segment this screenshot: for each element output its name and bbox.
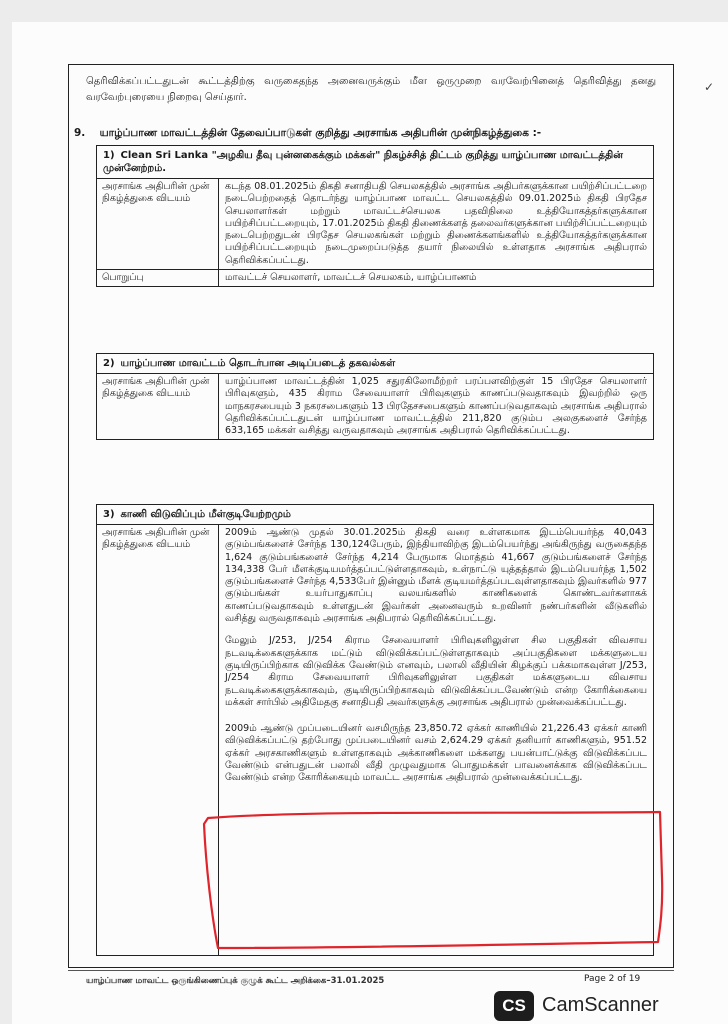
- footer-divider: [68, 970, 674, 971]
- section-number: 9.: [74, 127, 86, 139]
- intro-paragraph: தெரிவிக்கப்பட்டதுடன் கூட்டத்திற்கு வருகைதந்த அனைவருக்கும் மீள ஒருமுறை வரவேற்பினைத் தெரிவித்து தனது வரவேற்புரையை நிறைவு செய்தார்.: [86, 76, 656, 103]
- box-title: [97, 146, 653, 179]
- row-label: பொறுப்பு: [97, 270, 219, 286]
- section-heading: [74, 127, 674, 140]
- row-value: மாவட்டச் செயலாளர், மாவட்டச் செயலகம், யாழ்ப்பாணம்: [225, 272, 477, 284]
- red-annotation-outline: [200, 808, 666, 952]
- row-value: யாழ்ப்பாண மாவட்டத்தின் 1,025 சதுரகிலோமீற்றர் பரப்பளவிற்குள் 15 பிரதேச செயலாளர் பிரிவுகளும், 435 கிராம சேவையாளர் பிரிவுகளும் காணப்படுவதாகவும் இவற்றில் ஒரு மாநகரசபையும் 3 நகரசபைகளும் 13 பிரதேசசபைகளும் காணப்படுவதாகவும் அரசாங்க அதிபரால் தெரிவிக்கப்பட்டதுடன் யாழ்ப்பாண மாவட்டத்தில் 211,820 குடும்ப அலகுகளைச் சேர்ந்த 633,165 மக்கள் வசித்து வருவதாகவும் அரசாங்க அதிபரால் தெரிவிக்கப்பட்டது.: [225, 376, 647, 437]
- paragraph-resettlement: 2009ம் ஆண்டு முதல் 30.01.2025ம் திகதி வரை உள்ளகமாக இடம்பெயர்ந்த 40,043 குடும்பங்களைச் சேர்ந்த 130,124பேரும், இந்தியாவிற்கு இடம்பெயர்ந்து அங்கிருந்து வருகைதந்த 1,624 குடும்பங்களைச் சேர்ந்த 4,214 பேருமாக மொத்தம் 41,667 குடும்பங்களைச் சேர்ந்த 134,338 பேர் மீளக்குடியமர்த்தப்பட்டுள்ளதாகவும், உள்நாட்டு யுத்தத்தால் இடம்பெயர்ந்த 1,502 குடும்பங்களைச் சேர்ந்த 4,533பேர் இன்னும் மீளக் குடியமர்த்தப்படவுள்ளதாகவும் இவர்களில் 977 குடும்பங்கள் உயர்பாதுகாப்பு வலயங்களில் காணிகளைக் கொண்டவர்களாகக் காணப்படுவதாகவும் உள்ளதுடன் இவர்கள் அனைவரும் உறவினர் நண்பர்களின் வீடுகளில் வசித்து வருவதாகவும் அரசாங்க அதிபரால் தெரிவிக்கப்பட்டது.: [225, 527, 647, 625]
- box-title-text: Clean Sri Lanka "அழகிய தீவு புன்னகைக்கும் மக்கள்" நிகழ்ச்சித் திட்டம் குறித்து யாழ்ப்பாண மாவட்டத்தின் முன்னேற்றம்.: [103, 150, 623, 174]
- paragraph-j253-j254: மேலும் J/253, J/254 கிராம சேவையாளர் பிரிவுகளிலுள்ள சில பகுதிகள் விவசாய நடவடிக்கைகளுக்காக மட்டும் விடுவிக்கப்பட்டுள்ளதாகவும் அப்பகுதிகளை மக்களுடைய குடியிருப்பிற்காக விடுவிக்க வேண்டும் எனவும், பலாலி வீதியின் கிழக்குப் பக்கமாகவுள்ள J/253, J/254 கிராம சேவையாளர் பிரிவுகளிலுள்ள பகுதிகள் மக்களுடைய விவசாய நடவடிக்கைகளுக்காகவும், குடியிருப்பிற்காகவும் விடுவிக்கப்படவேண்டும் என்ற கோரிக்கையை மக்கள் சார்பில் அதிமேதகு சனாதிபதி அவர்களுக்கு அரசாங்க அதிபரால் முன்வைக்கப்பட்டது.: [225, 635, 647, 708]
- table-row: [97, 269, 653, 286]
- camscanner-logo-icon: CS: [494, 991, 534, 1021]
- table-row: [97, 374, 653, 439]
- row-label: அரசாங்க அதிபரின் முன் நிகழ்த்துகை விடயம்: [97, 525, 219, 955]
- section-title: யாழ்ப்பாண மாவட்டத்தின் தேவைப்பாடுகள் குறித்து அரசாங்க அதிபரின் முன்நிகழ்த்துகை :-: [99, 127, 542, 139]
- box-title: [97, 505, 653, 525]
- paragraph-armed-forces-land: 2009ம் ஆண்டு முப்படையினர் வசமிருந்த 23,850.72 ஏக்கர் காணியில் 21,226.43 ஏக்கர் காணி விடுவிக்கப்பட்டு தற்போது முப்படையினர் வசம் 2,624.29 ஏக்கர் தனியார் காணிகளும், 951.52 ஏக்கர் அரசகாணிகளும் உள்ளதாகவும் அக்காணிகளை மக்களது பயன்பாட்டுக்கு விடுவிக்கப்பட வேண்டும் என்பதுடன் பலாலி வீதி முழுவதுமாக பொதுமக்கள் பாவனைக்காக விடுவிக்கப்பட வேண்டும் என்ற கோரிக்கையும் மாவட்ட அரசாங்க அதிபரால் முன்வைக்கப்பட்டது.: [225, 723, 647, 784]
- table-row: [97, 179, 653, 269]
- camscanner-watermark: CamScanner: [542, 994, 659, 1016]
- box-title-text: யாழ்ப்பாண மாவட்டம் தொடர்பான அடிப்படைத் தகவல்கள்: [120, 358, 396, 369]
- page-number: Page 2 of 19: [584, 974, 641, 984]
- box-number: 3): [103, 509, 115, 520]
- row-label: அரசாங்க அதிபரின் முன் நிகழ்த்துகை விடயம்: [97, 374, 219, 439]
- box-title: [97, 354, 653, 374]
- margin-mark: ✓: [704, 80, 715, 94]
- row-label: அரசாங்க அதிபரின் முன் நிகழ்த்துகை விடயம்: [97, 179, 219, 269]
- footer-report-title: யாழ்ப்பாண மாவட்ட ஒருங்கிணைப்புக் குழுக் கூட்ட அறிக்கை–31.01.2025: [86, 976, 385, 986]
- box-number: 1): [103, 150, 115, 161]
- row-value: கடந்த 08.01.2025ம் திகதி சனாதிபதி செயலகத்தில் அரசாங்க அதிபர்களுக்கான பயிற்சிப்பட்டறை நடைபெற்றதைத் தொடர்ந்து யாழ்ப்பாண மாவட்ட செயலகத்தில் 09.01.2025ம் திகதி பிரதேச செயலாளர்கள் மற்றும் மாவட்டச்செயலக பதவிநிலை உத்தியோகத்தர்களுக்கான பயிற்சிப்பட்டறையும், 17.01.2025ம் திகதி திணைக்களத் தலைவர்களுக்கான பயிற்சிப்பட்டறையும் நடைபெற்றதுடன் பிரதேச செயலகங்கள் மற்றும் திணைக்களங்களில் உத்தியோகத்தர்களுக்கான பயிற்சிப்பட்டறையும் நடைமுறைப்படுத்த தயார் நிலையில் உள்ளதாக அரசாங்க அதிபரால் தெரிவிக்கப்பட்டது.: [225, 181, 647, 266]
- box-number: 2): [103, 358, 115, 369]
- box-title-text: காணி விடுவிப்பும் மீள்குடியேற்றமும்: [120, 509, 291, 520]
- box-basic-information: [96, 353, 654, 440]
- box-clean-sri-lanka: [96, 145, 654, 287]
